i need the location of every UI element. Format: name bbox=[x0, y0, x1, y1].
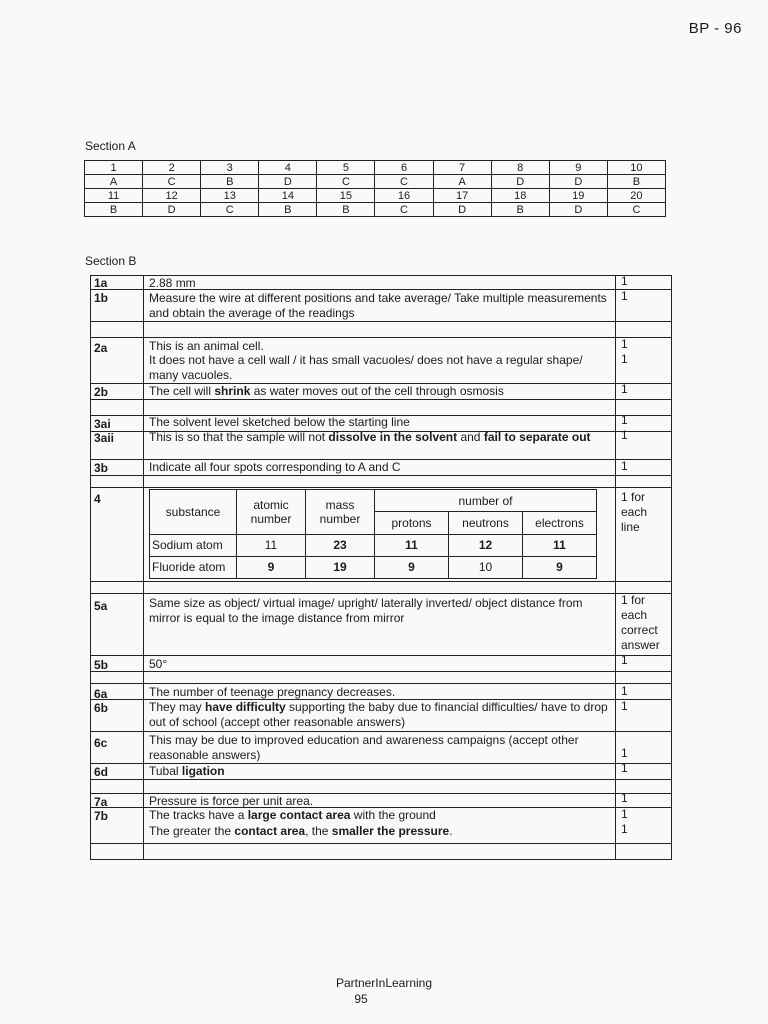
answer-letter-cell: D bbox=[549, 203, 607, 217]
question-number-cell: 7 bbox=[433, 161, 491, 175]
question-number-cell: 14 bbox=[259, 189, 317, 203]
answer-letter-cell: C bbox=[317, 175, 375, 189]
table-row bbox=[85, 175, 666, 189]
mass-number-value: 23 bbox=[306, 534, 375, 556]
answer-text: Tubal ligation bbox=[149, 764, 225, 778]
section-a-answer-table bbox=[84, 160, 666, 217]
table-row bbox=[85, 203, 666, 217]
question-number-cell: 2 bbox=[143, 161, 201, 175]
header-atomic-number: atomic number bbox=[237, 490, 306, 535]
answer-text: This is so that the sample will not dissolve in the solvent and fail to separate out bbox=[149, 430, 591, 444]
question-number: 6b bbox=[94, 701, 109, 715]
question-number-cell: 19 bbox=[549, 189, 607, 203]
page-number: 95 bbox=[354, 992, 368, 1006]
answer-letter-cell: B bbox=[259, 203, 317, 217]
question-number: 5b bbox=[94, 658, 109, 672]
mark: 1 bbox=[621, 337, 628, 351]
column-divider bbox=[615, 275, 616, 859]
answer-letter-cell: D bbox=[549, 175, 607, 189]
neutrons-value: 12 bbox=[449, 534, 523, 556]
answer-text: This is an animal cell. bbox=[149, 339, 264, 353]
answer-text: Indicate all four spots corresponding to A and C bbox=[149, 460, 401, 474]
answer-letter-cell: D bbox=[143, 203, 201, 217]
column-divider bbox=[143, 275, 144, 859]
atomic-number-value: 9 bbox=[237, 556, 306, 578]
question-number: 3aii bbox=[94, 431, 115, 445]
answer-letter-cell: C bbox=[375, 175, 433, 189]
answer-text: The cell will shrink as water moves out of the cell through osmosis bbox=[149, 384, 504, 398]
mark: 1 bbox=[621, 684, 628, 698]
mark: 1 for each line bbox=[621, 490, 648, 534]
answer-letter-cell: D bbox=[433, 203, 491, 217]
question-number: 6a bbox=[94, 687, 108, 701]
protons-value: 9 bbox=[375, 556, 449, 578]
header-number-of: number of bbox=[375, 490, 597, 512]
question-number-cell: 16 bbox=[375, 189, 433, 203]
electrons-value: 11 bbox=[523, 534, 597, 556]
answer-text: The solvent level sketched below the starting line bbox=[149, 415, 410, 429]
question-number-cell: 15 bbox=[317, 189, 375, 203]
mass-number-value: 19 bbox=[306, 556, 375, 578]
question-number-cell: 4 bbox=[259, 161, 317, 175]
question-number: 3b bbox=[94, 461, 109, 475]
footer-publisher: PartnerInLearning bbox=[335, 976, 433, 990]
question-number-cell: 18 bbox=[491, 189, 549, 203]
answer-letter-cell: B bbox=[491, 203, 549, 217]
question-number-cell: 11 bbox=[85, 189, 143, 203]
answer-letter-cell: B bbox=[85, 203, 143, 217]
question-number-cell: 20 bbox=[607, 189, 665, 203]
mark: 1 bbox=[621, 382, 628, 396]
answer-text: Same size as object/ virtual image/ upright/ laterally inverted/ object distance from mirror is equal to the image distance from mirror bbox=[149, 596, 583, 625]
question-number-cell: 12 bbox=[143, 189, 201, 203]
question-number-cell: 3 bbox=[201, 161, 259, 175]
answer-text: This may be due to improved education and awareness campaigns (accept other reasonable answers) bbox=[149, 733, 579, 762]
atom-particle-table bbox=[149, 489, 597, 579]
question-number: 1b bbox=[94, 291, 109, 305]
question-number-cell: 13 bbox=[201, 189, 259, 203]
mark: 1 bbox=[621, 699, 628, 713]
neutrons-value: 10 bbox=[449, 556, 523, 578]
header-protons: protons bbox=[375, 512, 449, 534]
question-number: 7b bbox=[94, 809, 109, 823]
mark: 1 bbox=[621, 822, 628, 836]
question-number-cell: 17 bbox=[433, 189, 491, 203]
mark: 1 bbox=[621, 807, 628, 821]
mark: 1 bbox=[621, 761, 628, 775]
answer-text: It does not have a cell wall / it has small vacuoles/ does not have a regular shape/ many vacuoles. bbox=[149, 353, 583, 382]
mark: 1 bbox=[621, 746, 628, 760]
mark: 1 for each correct answer bbox=[621, 593, 660, 652]
answer-text: The tracks have a large contact area with the ground bbox=[149, 808, 436, 822]
answer-letter-cell: B bbox=[201, 175, 259, 189]
header-mass-number: mass number bbox=[306, 490, 375, 535]
mark: 1 bbox=[621, 653, 628, 667]
mark: 1 bbox=[621, 352, 628, 366]
protons-value: 11 bbox=[375, 534, 449, 556]
question-number-cell: 5 bbox=[317, 161, 375, 175]
question-number: 5a bbox=[94, 599, 108, 613]
answer-letter-cell: A bbox=[433, 175, 491, 189]
question-number: 6d bbox=[94, 765, 109, 779]
header-substance: substance bbox=[150, 490, 237, 535]
table-row bbox=[150, 534, 597, 556]
section-a-label: Section A bbox=[85, 139, 136, 153]
answer-letter-cell: C bbox=[201, 203, 259, 217]
question-number-cell: 1 bbox=[85, 161, 143, 175]
question-number: 1a bbox=[94, 276, 108, 290]
question-number: 4 bbox=[94, 492, 101, 506]
answer-text: The greater the contact area, the smaller the pressure. bbox=[149, 824, 453, 838]
mark: 1 bbox=[621, 459, 628, 473]
question-number-cell: 6 bbox=[375, 161, 433, 175]
question-number: 7a bbox=[94, 795, 108, 809]
question-number-cell: 8 bbox=[491, 161, 549, 175]
electrons-value: 9 bbox=[523, 556, 597, 578]
mark: 1 bbox=[621, 274, 628, 288]
answer-letter-cell: C bbox=[375, 203, 433, 217]
table-row bbox=[85, 161, 666, 175]
answer-text: They may have difficulty supporting the baby due to financial difficulties/ have to drop out of school (accept other reasonable answers) bbox=[149, 700, 608, 729]
mark: 1 bbox=[621, 289, 628, 303]
table-row bbox=[150, 556, 597, 578]
question-number-cell: 9 bbox=[549, 161, 607, 175]
substance-name: Fluoride atom bbox=[150, 556, 237, 578]
answer-text: The number of teenage pregnancy decreases. bbox=[149, 685, 396, 699]
header-electrons: electrons bbox=[523, 512, 597, 534]
section-b-label: Section B bbox=[85, 254, 137, 268]
answer-text: Measure the wire at different positions and take average/ Take multiple measurements and obtain the average of the readings bbox=[149, 291, 607, 320]
answer-letter-cell: B bbox=[317, 203, 375, 217]
mark: 1 bbox=[621, 428, 628, 442]
question-number: 3ai bbox=[94, 417, 111, 431]
answer-letter-cell: D bbox=[259, 175, 317, 189]
substance-name: Sodium atom bbox=[150, 534, 237, 556]
answer-letter-cell: A bbox=[85, 175, 143, 189]
answer-letter-cell: C bbox=[607, 203, 665, 217]
header-neutrons: neutrons bbox=[449, 512, 523, 534]
mark: 1 bbox=[621, 413, 628, 427]
question-number: 6c bbox=[94, 736, 108, 750]
question-number: 2a bbox=[94, 341, 108, 355]
answer-text: 2.88 mm bbox=[149, 276, 196, 290]
answer-text: Pressure is force per unit area. bbox=[149, 794, 314, 808]
question-number: 2b bbox=[94, 385, 109, 399]
mark: 1 bbox=[621, 791, 628, 805]
answer-letter-cell: D bbox=[491, 175, 549, 189]
section-b-marking-table bbox=[90, 275, 672, 860]
answer-text: 50° bbox=[149, 657, 168, 671]
question-number-cell: 10 bbox=[607, 161, 665, 175]
answer-letter-cell: B bbox=[607, 175, 665, 189]
document-code: BP - 96 bbox=[688, 20, 742, 37]
atomic-number-value: 11 bbox=[237, 534, 306, 556]
table-row bbox=[85, 189, 666, 203]
answer-letter-cell: C bbox=[143, 175, 201, 189]
